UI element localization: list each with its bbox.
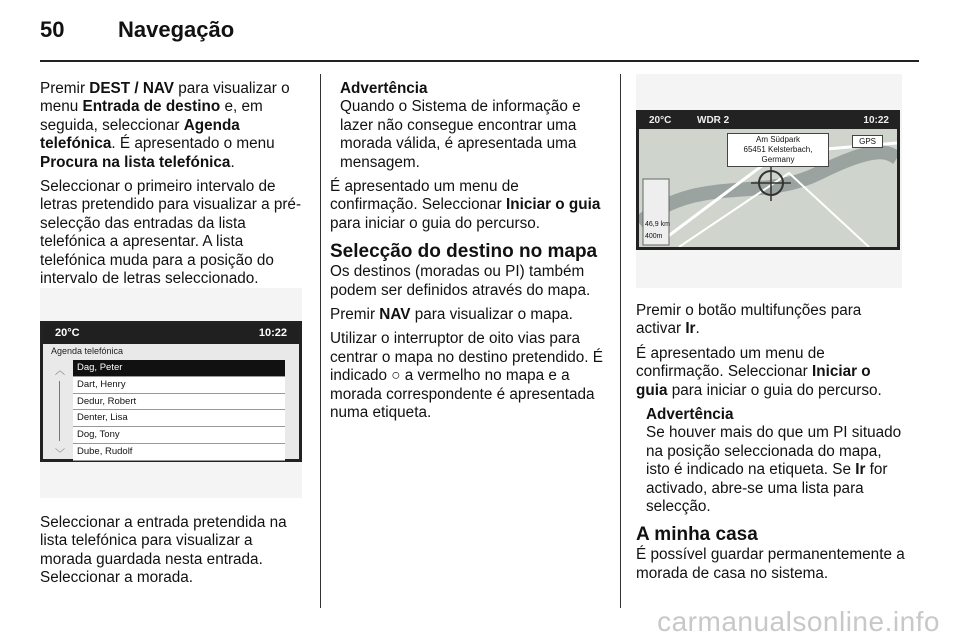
list-item[interactable]: Dart, Henry xyxy=(73,377,285,394)
clock: 10:22 xyxy=(258,327,287,339)
clock: 10:22 xyxy=(863,115,889,126)
phonebook-screen xyxy=(40,321,302,462)
list-item[interactable]: Dag, Peter xyxy=(73,360,285,377)
phonebook-illustration xyxy=(40,288,302,498)
paragraph: Seleccionar a entrada pretendida na lista telefónica para visualizar a morada guardada nesta entrada. Seleccionar a morada. xyxy=(40,514,287,587)
text: para iniciar o guia do percurso. xyxy=(667,381,882,399)
scroll-track[interactable] xyxy=(59,381,67,441)
address-label xyxy=(727,133,829,167)
note-body xyxy=(646,424,906,516)
text: Premir o botão multifunções para activar xyxy=(636,302,862,338)
paragraph xyxy=(636,302,906,339)
scrollbar[interactable] xyxy=(55,362,67,460)
text: Premir xyxy=(40,80,90,97)
temperature: 20°C xyxy=(55,327,80,339)
menu-name: Ir xyxy=(685,320,696,338)
address-street: Am Südpark xyxy=(755,135,801,144)
list-item[interactable]: Dube, Rudolf xyxy=(73,444,285,461)
text: e, em seguida, seleccionar xyxy=(40,98,263,134)
map-scale: 400m xyxy=(645,233,663,240)
note-title: Advertência xyxy=(646,406,734,424)
text: É apresentado um menu de confirmação. Seleccionar xyxy=(330,178,519,214)
button-name: DEST / NAV xyxy=(89,80,175,97)
menu-name: Agenda telefónica xyxy=(40,116,240,153)
column-2 xyxy=(330,80,608,429)
column-3 xyxy=(636,302,906,589)
text: for activado, abre-se uma lista para selecção. xyxy=(646,461,888,516)
paragraph: Os destinos (moradas ou PI) também podem ser definidos através do mapa. xyxy=(330,263,591,299)
column-divider-2 xyxy=(620,74,621,608)
section-heading: A minha casa xyxy=(636,524,758,546)
list-item[interactable]: Dedur, Robert xyxy=(73,394,285,411)
text: . xyxy=(230,153,235,171)
phonebook-list xyxy=(73,360,285,461)
gps-badge: GPS xyxy=(852,135,883,148)
list-item[interactable]: Dog, Tony xyxy=(73,427,285,444)
section-heading: Selecção do destino no mapa xyxy=(330,241,598,263)
distance-readout: 46,9 km xyxy=(645,221,670,228)
text: para visualizar o menu xyxy=(40,80,290,116)
column-1 xyxy=(40,80,308,294)
paragraph: Utilizar o interruptor de oito vias para centrar o mapa no destino pretendido. É indicado ○ a vermelho no mapa e a morada correspondente é apresentada numa etiqueta. xyxy=(330,330,603,422)
column-divider-1 xyxy=(320,74,321,608)
menu-name: Entrada de destino xyxy=(82,98,221,116)
menu-name: Procura na lista telefónica xyxy=(40,153,231,171)
chevron-down-icon[interactable]: ﹀ xyxy=(55,449,65,460)
text: para iniciar o guia do percurso. xyxy=(330,214,541,232)
page-title: Navegação xyxy=(118,17,235,42)
paragraph: Seleccionar o primeiro intervalo de letras pretendido para visualizar a pré-selecção das entradas da lista telefónica a apresentar. A lista telefónica muda para a posição do intervalo de letras seleccionado. xyxy=(40,178,302,288)
text: para visualizar o mapa. xyxy=(410,306,573,324)
text: . xyxy=(695,320,700,338)
text: . É apresentado o menu xyxy=(111,135,275,153)
column-1-bottom xyxy=(40,514,308,594)
map-screen xyxy=(636,110,900,250)
temperature: 20°C xyxy=(649,115,672,126)
list-item[interactable]: Denter, Lisa xyxy=(73,410,285,427)
paragraph xyxy=(330,178,608,233)
radio-station: WDR 2 xyxy=(697,115,730,126)
chevron-up-icon[interactable]: ︿ xyxy=(55,366,65,377)
menu-name: Ir xyxy=(855,461,866,479)
paragraph xyxy=(636,345,906,400)
paragraph xyxy=(40,80,308,172)
map-illustration xyxy=(636,74,902,288)
address-city: 65451 Kelsterbach, Germany xyxy=(743,145,813,164)
text: É apresentado um menu de confirmação. Seleccionar xyxy=(636,344,825,381)
paragraph xyxy=(330,306,608,324)
screen-title: Agenda telefónica xyxy=(51,346,124,356)
menu-name: Iniciar o guia xyxy=(506,196,601,214)
paragraph: É possível guardar permanentemente a morada de casa no sistema. xyxy=(636,546,905,582)
text: Se houver mais do que um PI situado na posição seleccionada do mapa, isto é indicado na etiqueta. Se xyxy=(646,424,902,479)
page-number: 50 xyxy=(40,17,65,42)
note xyxy=(330,80,608,172)
button-name: NAV xyxy=(379,306,411,324)
status-bar xyxy=(43,324,299,344)
text: Premir xyxy=(330,306,380,324)
note-body: Quando o Sistema de informação e lazer não consegue encontrar uma morada válida, é apresentada uma mensagem. xyxy=(340,98,581,171)
menu-name: Iniciar o guia xyxy=(636,363,871,399)
watermark: carmanualsonline.info xyxy=(657,606,940,637)
note xyxy=(636,406,906,516)
note-title: Advertência xyxy=(340,80,428,97)
header-rule xyxy=(40,60,919,62)
